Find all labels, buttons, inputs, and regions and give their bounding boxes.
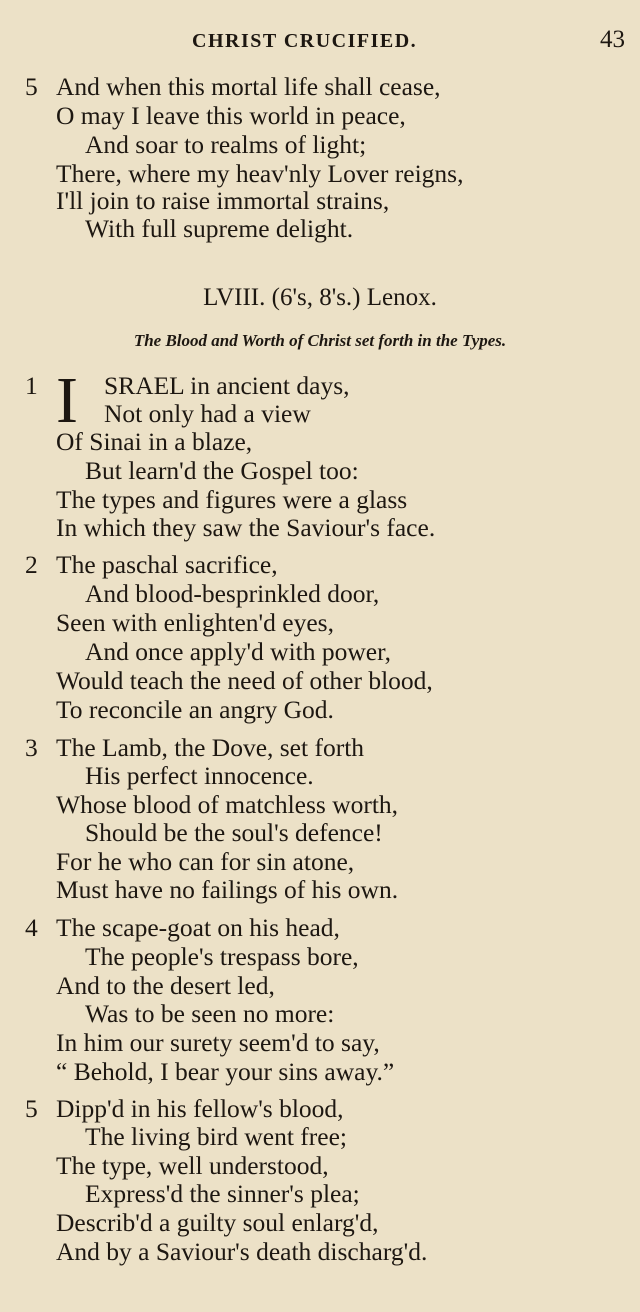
verse-line: Describ'd a guilty soul enlarg'd, [56,1208,379,1237]
verse-line: Whose blood of matchless worth, [56,790,399,819]
verse-line: Was to be seen no more: [85,999,335,1028]
verse-line: The Lamb, the Dove, set forth [56,733,365,762]
verse-line: Should be the soul's defence! [85,818,383,847]
verse-line: The living bird went free; [85,1122,347,1151]
verse-line: With full supreme delight. [85,214,354,243]
verse-line: SRAEL in ancient days, [104,371,350,400]
verse-line: Express'd the sinner's plea; [85,1179,360,1208]
drop-cap: I [56,364,78,437]
stanza-number: 5 [25,72,38,101]
verse-line: I'll join to raise immortal strains, [56,186,390,215]
verse-line: His perfect innocence. [85,761,314,790]
running-head [0,26,640,56]
verse-line: And blood-besprinkled door, [85,579,380,608]
verse-line: The type, well understood, [56,1151,329,1180]
verse-line: For he who can for sin atone, [56,847,355,876]
stanza-number: 2 [25,550,38,579]
verse-line: “ Behold, I bear your sins away.” [56,1057,395,1086]
verse-line: The scape-goat on his head, [56,913,340,942]
verse-line: And soar to realms of light; [85,130,367,159]
verse-line: Not only had a view [104,399,311,428]
verse-line: Must have no failings of his own. [56,875,399,904]
verse-line: But learn'd the Gospel too: [85,456,359,485]
verse-line: Seen with enlighten'd eyes, [56,608,334,637]
hymn-subtitle: The Blood and Worth of Christ set forth in the Types. [133,331,507,350]
hymn-title: LVIII. (6's, 8's.) Lenox. [203,284,437,311]
page-number: 43 [600,26,625,53]
verse-line: In him our surety seem'd to say, [56,1028,380,1057]
verse-line: In which they saw the Saviour's face. [56,513,436,542]
stanza-number: 1 [25,371,38,400]
verse-line: And once apply'd with power, [85,637,391,666]
running-title: CHRIST CRUCIFIED. [192,30,418,52]
verse-line: The people's trespass bore, [85,942,359,971]
stanza-number: 5 [25,1094,38,1123]
verse-line: The paschal sacrifice, [56,550,278,579]
verse-line: There, where my heav'nly Lover reigns, [56,159,464,188]
verse-line: Would teach the need of other blood, [56,666,433,695]
verse-line: Of Sinai in a blaze, [56,427,253,456]
verse-line: And to the desert led, [56,971,275,1000]
verse-line: And when this mortal life shall cease, [56,72,441,101]
verse-line: To reconcile an angry God. [56,695,334,724]
verse-line: And by a Saviour's death discharg'd. [56,1237,428,1266]
stanza-number: 4 [25,913,38,942]
verse-line: Dipp'd in his fellow's blood, [56,1094,344,1123]
stanza-number: 3 [25,733,38,762]
verse-line: The types and figures were a glass [56,485,408,514]
verse-line: O may I leave this world in peace, [56,101,406,130]
